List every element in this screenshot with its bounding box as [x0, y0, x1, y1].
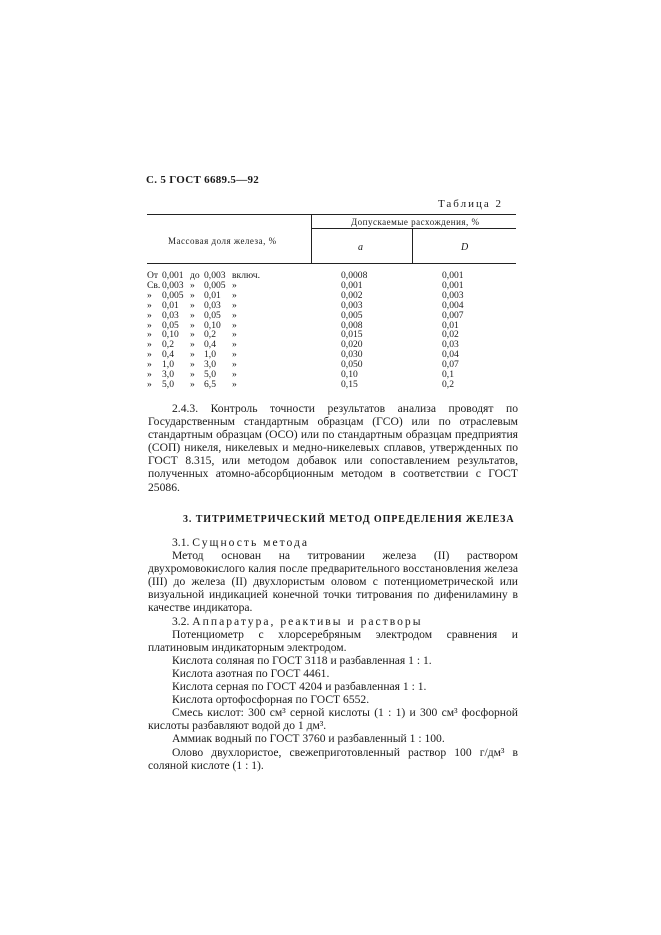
table-cell-d: 0,2 [442, 378, 454, 390]
table-cell-to: 0,003 [204, 270, 226, 281]
table-cell-a: 0,003 [341, 299, 363, 311]
table-cell-from: 0,01 [162, 299, 179, 311]
table-cell-from: 1,0 [162, 359, 174, 371]
table-cell-pre: » [147, 378, 152, 390]
section-3-1-title: Сущность метода [192, 536, 310, 549]
table-cell-mid: » [190, 339, 195, 351]
table-cell-a: 0,15 [341, 378, 358, 390]
table-col-divider-1 [311, 214, 312, 263]
table-cell-suffix: » [232, 359, 237, 371]
table-cell-d: 0,03 [442, 339, 459, 351]
table-cell-a: 0,002 [341, 289, 363, 301]
reagent-line: Кислота серная по ГОСТ 4204 и разбавленная 1 : 1. [172, 680, 427, 694]
table-cell-pre: Св. [147, 279, 161, 291]
table-cell-from: 3,0 [162, 369, 174, 380]
section-3-2-list [148, 628, 518, 772]
table-cell-d: 0,007 [442, 309, 464, 321]
table-cell-from: 0,10 [162, 329, 179, 341]
table-cell-mid: » [190, 289, 195, 301]
table-cell-suffix: включ. [232, 270, 261, 281]
page-header: С. 5 ГОСТ 6689.5—92 [146, 174, 260, 186]
table-cell-d: 0,001 [442, 270, 464, 281]
table-header-rule [147, 263, 516, 264]
table-cell-pre: » [147, 369, 152, 380]
table-group-header: Допускаемые расхождения, % [351, 217, 480, 227]
reagent-line: Кислота ортофосфорная по ГОСТ 6552. [172, 693, 370, 707]
table-cell-to: 3,0 [204, 359, 216, 371]
table-cell-from: 0,03 [162, 309, 179, 321]
table-col-divider-2 [412, 228, 413, 263]
table-cell-a: 0,10 [341, 369, 358, 380]
table-cell-pre: » [147, 309, 152, 321]
reagent-line: Потенциометр с хлорсеребряным электродом сравнения и платиновым индикаторным электродом. [148, 627, 518, 654]
table-cell-a: 0,001 [341, 279, 363, 291]
table-cell-pre: От [147, 270, 159, 281]
table-cell-mid: до [190, 270, 200, 281]
table-cell-a: 0,030 [341, 349, 363, 361]
paragraph-2-4-3-text: 2.4.3. Контроль точности результатов анализа проводят по Государственным стандартным образцам (ГСО) или по отраслевым стандартным образцам (ОСО) или по стандартным образцам предприятия (СОП) никеля, никелевых и медно-никелевых сплавов, утвержденных по ГОСТ 8.315, или методом добавок или сопоставлением результатов, полученных атомно-абсорбционным методом в соответствии с ГОСТ 25086. [148, 402, 518, 494]
table-cell-mid: » [190, 329, 195, 341]
section-3-1-text: Метод основан на титровании железа (II) раствором двухромовокислого калия после предварительного восстановления железа (III) до железа (II) двухлористым оловом с потенциометрической или визуальной индикацией конечной точки титрования по дифениламину в качестве индикатора. [148, 549, 518, 615]
table-cell-to: 5,0 [204, 369, 216, 380]
table-cell-d: 0,07 [442, 359, 459, 371]
table-cell-suffix: » [232, 319, 237, 331]
table-cell-mid: » [190, 369, 195, 380]
table-cell-to: 0,10 [204, 319, 221, 331]
table-cell-pre: » [147, 319, 152, 331]
table-cell-mid: » [190, 359, 195, 371]
table-cell-suffix: » [232, 299, 237, 311]
table-col-d: D [461, 242, 469, 253]
table-cell-from: 0,005 [162, 289, 184, 301]
table-cell-d: 0,004 [442, 299, 464, 311]
table-cell-to: 0,03 [204, 299, 221, 311]
table-cell-suffix: » [232, 349, 237, 361]
table-cell-pre: » [147, 359, 152, 371]
table-cell-suffix: » [232, 339, 237, 351]
section-3-1 [148, 536, 518, 772]
table-cell-to: 0,4 [204, 339, 216, 351]
table-cell-to: 0,01 [204, 289, 221, 301]
table-cell-to: 0,05 [204, 309, 221, 321]
table-cell-d: 0,04 [442, 349, 459, 361]
section-3-1-heading [148, 536, 518, 549]
table-cell-from: 0,001 [162, 270, 184, 281]
table-cell-d: 0,001 [442, 279, 464, 291]
table-cell-suffix: » [232, 309, 237, 321]
table-cell-mid: » [190, 378, 195, 390]
table-cell-a: 0,0008 [341, 270, 368, 281]
table-cell-to: 6,5 [204, 378, 216, 390]
reagent-line: Олово двухлористое, свежеприготовленный раствор 100 г/дм³ в соляной кислоте (1 : 1). [148, 745, 518, 772]
table-cell-a: 0,015 [341, 329, 363, 341]
table-cell-d: 0,02 [442, 329, 459, 341]
table-cell-pre: » [147, 329, 152, 341]
table-cell-a: 0,008 [341, 319, 363, 331]
table-cell-d: 0,1 [442, 369, 454, 380]
section-3-2-title: Аппаратура, реактивы и растворы [192, 614, 423, 628]
reagent-line: Аммиак водный по ГОСТ 3760 и разбавленный 1 : 100. [172, 732, 445, 746]
table-cell-mid: » [190, 299, 195, 311]
table-cell-mid: » [190, 309, 195, 321]
paragraph-2-4-3 [148, 402, 518, 494]
table-cell-to: 0,005 [204, 279, 226, 291]
table-cell-to: 0,2 [204, 329, 216, 341]
table-cell-mid: » [190, 349, 195, 361]
table-cell-a: 0,020 [341, 339, 363, 351]
section-3-1-number: 3.1. [172, 536, 190, 549]
table-col-a: a [358, 242, 363, 253]
table-cell-suffix: » [232, 329, 237, 341]
table-cell-suffix: » [232, 369, 237, 380]
reagent-line: Кислота азотная по ГОСТ 4461. [172, 666, 330, 680]
table-cell-a: 0,050 [341, 359, 363, 371]
table-caption: Таблица 2 [437, 198, 503, 210]
section-3-2-number: 3.2. [172, 614, 190, 628]
table-top-rule [147, 214, 516, 215]
table-group-rule [311, 228, 516, 229]
table-cell-from: 0,003 [162, 279, 184, 291]
table-cell-from: 0,4 [162, 349, 174, 361]
table-cell-suffix: » [232, 279, 237, 291]
table-cell-suffix: » [232, 378, 237, 390]
section-3-2-heading [148, 615, 518, 628]
table-cell-pre: » [147, 299, 152, 311]
table-cell-to: 1,0 [204, 349, 216, 361]
table-cell-pre: » [147, 339, 152, 351]
table-cell-mid: » [190, 279, 195, 291]
table-cell-d: 0,003 [442, 289, 464, 301]
table-cell-pre: » [147, 289, 152, 301]
table-cell-d: 0,01 [442, 319, 459, 331]
table-cell-suffix: » [232, 289, 237, 301]
reagent-line: Кислота соляная по ГОСТ 3118 и разбавленная 1 : 1. [172, 653, 432, 667]
section-title: 3. ТИТРИМЕТРИЧЕСКИЙ МЕТОД ОПРЕДЕЛЕНИЯ ЖЕЛЕЗА [183, 514, 515, 525]
table-col-label: Массовая доля железа, % [168, 236, 277, 246]
table-cell-a: 0,005 [341, 309, 363, 321]
table-cell-pre: » [147, 349, 152, 361]
reagent-line: Смесь кислот: 300 см³ серной кислоты (1 : 1) и 300 см³ фосфорной кислоты разбавляют водой до 1 дм³. [148, 706, 518, 733]
table-cell-from: 5,0 [162, 378, 174, 390]
table-cell-from: 0,05 [162, 319, 179, 331]
table-cell-mid: » [190, 319, 195, 331]
table-cell-from: 0,2 [162, 339, 174, 351]
